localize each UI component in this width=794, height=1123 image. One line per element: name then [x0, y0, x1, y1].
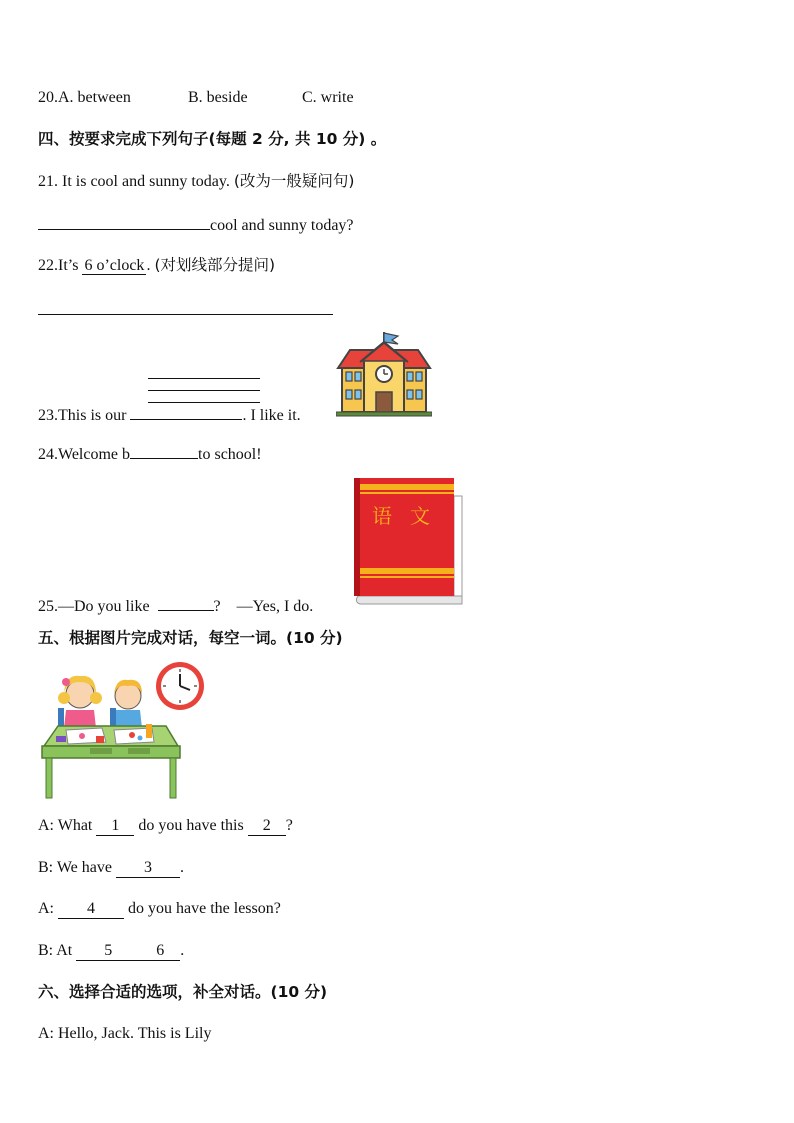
- chinese-textbook-image: [350, 472, 464, 608]
- dialog5-l4-end: .: [180, 942, 185, 959]
- q21-number: 21: [38, 173, 54, 190]
- dialog5-blank-6[interactable]: 6: [140, 942, 180, 961]
- dialog5-l2-speaker-text: B: We have: [38, 859, 116, 876]
- section-4-title: 四、按要求完成下列句子(每题 2 分, 共 10 分) 。: [38, 130, 387, 148]
- q25-reply: —Yes, I do.: [236, 598, 314, 615]
- q20-option-a: A. between: [58, 89, 131, 106]
- school-building-image: [336, 330, 432, 418]
- dialog5-l1-end: ?: [285, 817, 293, 834]
- q23-stack-line-1: [148, 378, 260, 379]
- dialog5-l2-end: .: [179, 859, 184, 876]
- section-5-title: 五、根据图片完成对话，每空一词。(10 分): [38, 629, 343, 647]
- q25-mid: ?: [213, 598, 221, 615]
- book-graphic: [350, 472, 464, 608]
- section-6-title: 六、选择合适的选项，补全对话。(10 分): [38, 983, 328, 1001]
- book-title: [372, 500, 448, 529]
- dialog5-line-3: [38, 899, 281, 919]
- question-21: [38, 171, 354, 192]
- q25-prefix: 25.—Do you like: [38, 598, 154, 615]
- kids-drawing-at-desk-image: [36, 660, 208, 802]
- q21-answer-line: [38, 213, 354, 236]
- question-23: [38, 403, 301, 426]
- q22-answer-line[interactable]: [38, 314, 333, 315]
- dialog5-blank-1[interactable]: 1: [96, 817, 134, 836]
- dialog5-line-4: [38, 941, 184, 961]
- q22-underlined: 6 o’clock: [84, 257, 145, 274]
- question-24: [38, 442, 262, 465]
- dialog6-line-1: A: Hello, Jack. This is Lily: [38, 1025, 212, 1042]
- book-char-1: 语: [372, 504, 410, 528]
- q22-suffix: .: [146, 257, 151, 274]
- q25-answer-blank[interactable]: [158, 594, 214, 611]
- q23-stack-line-2: [148, 390, 260, 391]
- dialog5-l1-middle-text: do you have this: [134, 817, 248, 834]
- q20-number: 20.: [38, 89, 58, 106]
- dialog5-blank-5[interactable]: 5: [76, 942, 140, 961]
- dialog5-blank-4[interactable]: 4: [58, 900, 124, 919]
- dialog5-line-1: [38, 816, 293, 836]
- dialog5-blank-3[interactable]: 3: [116, 859, 180, 878]
- dialog5-blank-2[interactable]: 2: [248, 817, 286, 836]
- question-22: [38, 255, 275, 276]
- q23-prefix: 23.This is our: [38, 407, 131, 424]
- q21-answer-tail: cool and sunny today?: [210, 217, 354, 234]
- q21-answer-blank[interactable]: [38, 213, 210, 230]
- dialog5-l1-speaker-text: A: What: [38, 817, 97, 834]
- q22-prefix: 22.It’s: [38, 257, 83, 274]
- q21-text: . It is cool and sunny today.: [54, 173, 230, 190]
- dialog5-l4-speaker-text: B: At: [38, 942, 77, 959]
- dialog5-l3-speaker-text: A:: [38, 900, 58, 917]
- q20-option-b: B. beside: [188, 89, 248, 106]
- q21-note: (改为一般疑问句): [233, 172, 355, 190]
- book-char-2: 文: [410, 504, 448, 528]
- q24-suffix: to school!: [198, 446, 262, 463]
- q24-prefix: 24.Welcome b: [38, 446, 131, 463]
- q20-option-c: C. write: [302, 89, 354, 106]
- q23-suffix: . I like it.: [242, 407, 301, 424]
- q23-answer-blank[interactable]: [130, 403, 242, 420]
- q24-answer-blank[interactable]: [130, 442, 198, 459]
- q22-note: (对划线部分提问): [154, 256, 276, 274]
- question-25: [38, 594, 313, 617]
- dialog5-l3-middle-text: do you have the lesson?: [124, 900, 281, 917]
- question-20: [38, 88, 354, 108]
- dialog5-line-2: [38, 858, 184, 878]
